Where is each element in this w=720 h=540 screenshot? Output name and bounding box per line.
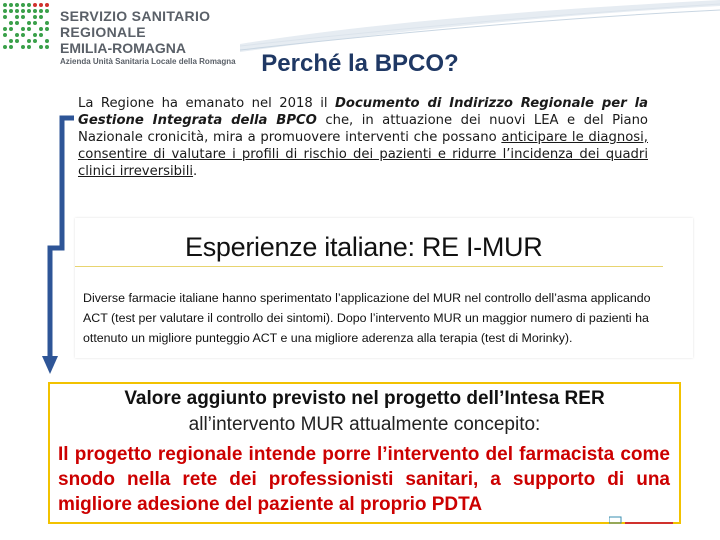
experience-text: Diverse farmacie italiane hanno sperimentato l’applicazione del MUR nel controllo dell’asma applicando ACT (test per valutare il controllo dei sintomi). Dopo l’intervento MUR un maggior numero di pazienti ha ottenuto un migliore punteggio ACT e una migliore aderenza alla terapia (test di Morinky). [83, 291, 651, 345]
intro-end: . [193, 164, 198, 179]
slide-title: Perché la BPCO? [261, 50, 459, 77]
regional-logo-icon [2, 2, 50, 50]
intro-paragraph [78, 95, 648, 180]
logo-line-3: Azienda Unità Sanitaria Locale della Romagna [60, 57, 236, 66]
added-value-subheading: all’intervento MUR attualmente concepito: [188, 414, 541, 435]
intro-document-title: Documento di Indirizzo Regionale per la Gestione Integrata della BPCO [78, 96, 648, 128]
intro-paragraph-box [78, 95, 648, 215]
logo-line-1: SERVIZIO SANITARIO REGIONALE [60, 8, 211, 40]
logo-line-2: EMILIA-ROMAGNA [60, 40, 186, 56]
experience-divider [75, 266, 663, 267]
experience-panel [75, 218, 693, 358]
added-value-statement: Il progetto regionale intende porre l’intervento del farmacista come snodo nella rete dei professionisti sanitari, a supporto di una migliore adesione del paziente al proprio PDTA [58, 444, 670, 515]
intro-underlined-goals: anticipare le diagnosi, consentire di valutare i profili di rischio dei pazienti e ridurre l’incidenza dei quadri clinici irreversibili [78, 130, 648, 179]
added-value-heading: Valore aggiunto previsto nel progetto dell’Intesa RER [124, 388, 605, 409]
connector-arrow-icon [40, 110, 80, 380]
added-value-box [48, 382, 681, 524]
experience-title: Esperienze italiane: RE I-MUR [185, 232, 543, 262]
intro-part2: che, in attuazione dei nuovi LEA e del Piano Nazionale cronicità, mira a promuovere interventi che possano [78, 113, 648, 145]
intro-part1: La Regione ha emanato nel 2018 il [78, 96, 335, 111]
corner-decoration-icon [609, 516, 673, 524]
